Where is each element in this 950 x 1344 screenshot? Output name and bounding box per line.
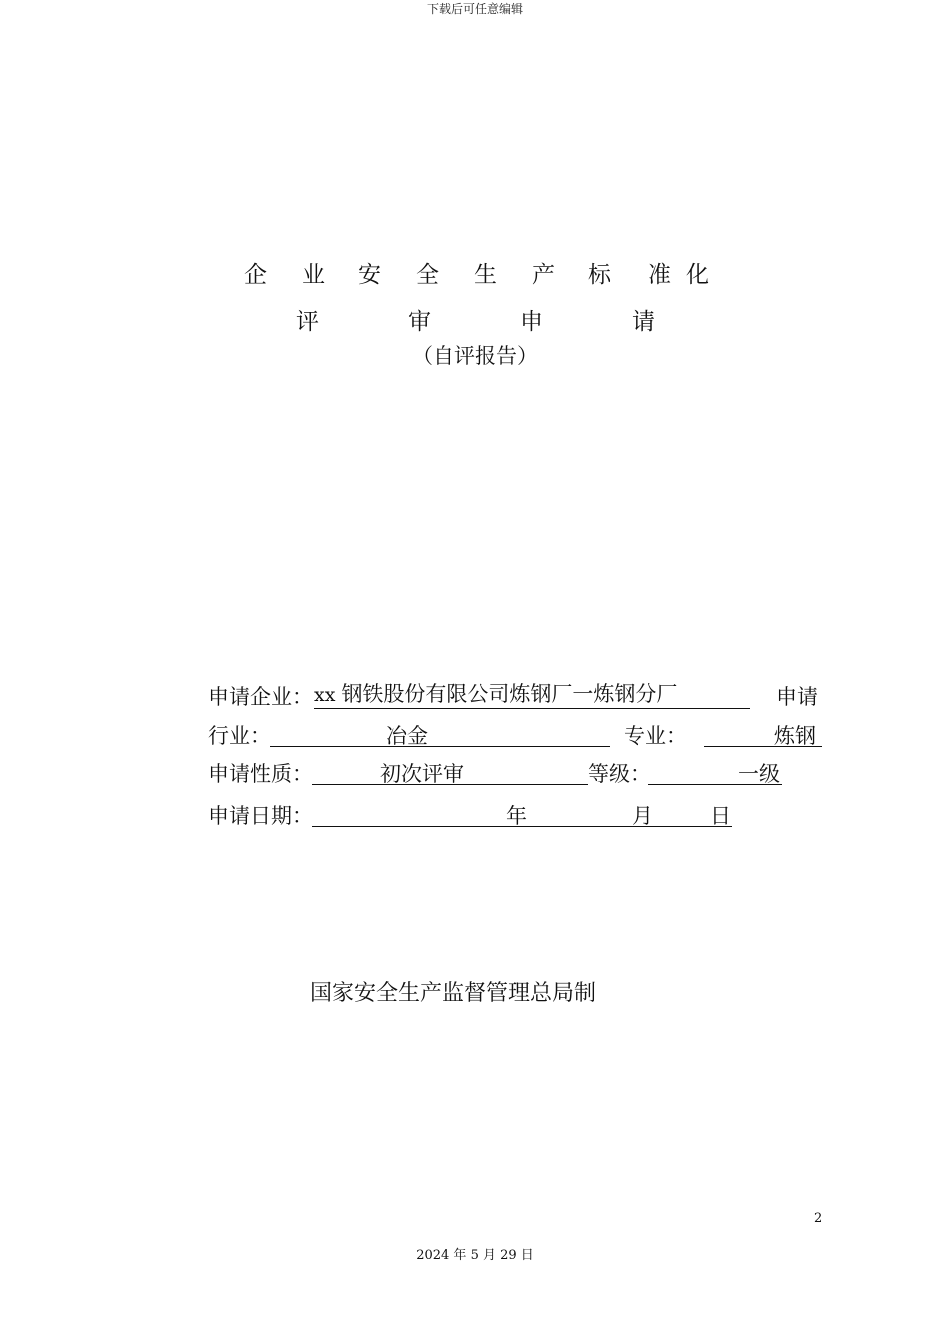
form-line-nature xyxy=(0,758,950,788)
nature-label: 申请性质： xyxy=(208,762,313,786)
title-char: 全 xyxy=(416,262,439,288)
title-char: 审 xyxy=(408,309,431,335)
level-value: 一级 xyxy=(738,762,780,786)
title-line-1 xyxy=(0,256,950,286)
title-char: 标 xyxy=(588,262,611,288)
nature-value: 初次评审 xyxy=(380,762,464,786)
company-prefix: xx xyxy=(314,684,336,706)
form-line-industry xyxy=(0,720,950,750)
level-label: 等级： xyxy=(588,762,651,786)
header-note: 下载后可任意编辑 xyxy=(426,2,523,16)
title-char: 业 xyxy=(302,262,325,288)
title-char: 安 xyxy=(358,262,381,288)
major-value: 炼钢 xyxy=(774,724,816,748)
title-subtitle: （自评报告） xyxy=(412,344,538,368)
year-label: 年 xyxy=(506,804,527,828)
major-label: 专业： xyxy=(624,724,687,748)
industry-label-a: 申请 xyxy=(776,685,818,709)
title-char: 企 xyxy=(244,262,267,288)
title-line-2 xyxy=(0,303,950,333)
form-line-company xyxy=(0,681,950,711)
company-field xyxy=(314,681,750,709)
day-label: 日 xyxy=(710,804,731,828)
date-label: 申请日期： xyxy=(208,804,313,828)
title-char: 申 xyxy=(520,309,543,335)
company-value: 钢铁股份有限公司炼钢厂一炼钢分厂 xyxy=(341,682,678,706)
title-char: 化 xyxy=(686,262,709,288)
form-line-date xyxy=(0,800,950,830)
title-char: 生 xyxy=(474,262,497,288)
industry-field xyxy=(270,720,610,747)
title-char: 产 xyxy=(532,262,555,288)
industry-label-b: 行业： xyxy=(208,724,271,748)
month-label: 月 xyxy=(632,804,653,828)
industry-value: 冶金 xyxy=(386,724,428,748)
title-char: 准 xyxy=(648,262,671,288)
title-char: 评 xyxy=(296,309,319,335)
issuer: 国家安全生产监督管理总局制 xyxy=(310,981,597,1006)
footer-date: 2024 年 5 月 29 日 xyxy=(416,1248,534,1263)
title-char: 请 xyxy=(632,309,655,335)
company-label: 申请企业： xyxy=(208,685,313,709)
page-number: 2 xyxy=(814,1211,823,1226)
